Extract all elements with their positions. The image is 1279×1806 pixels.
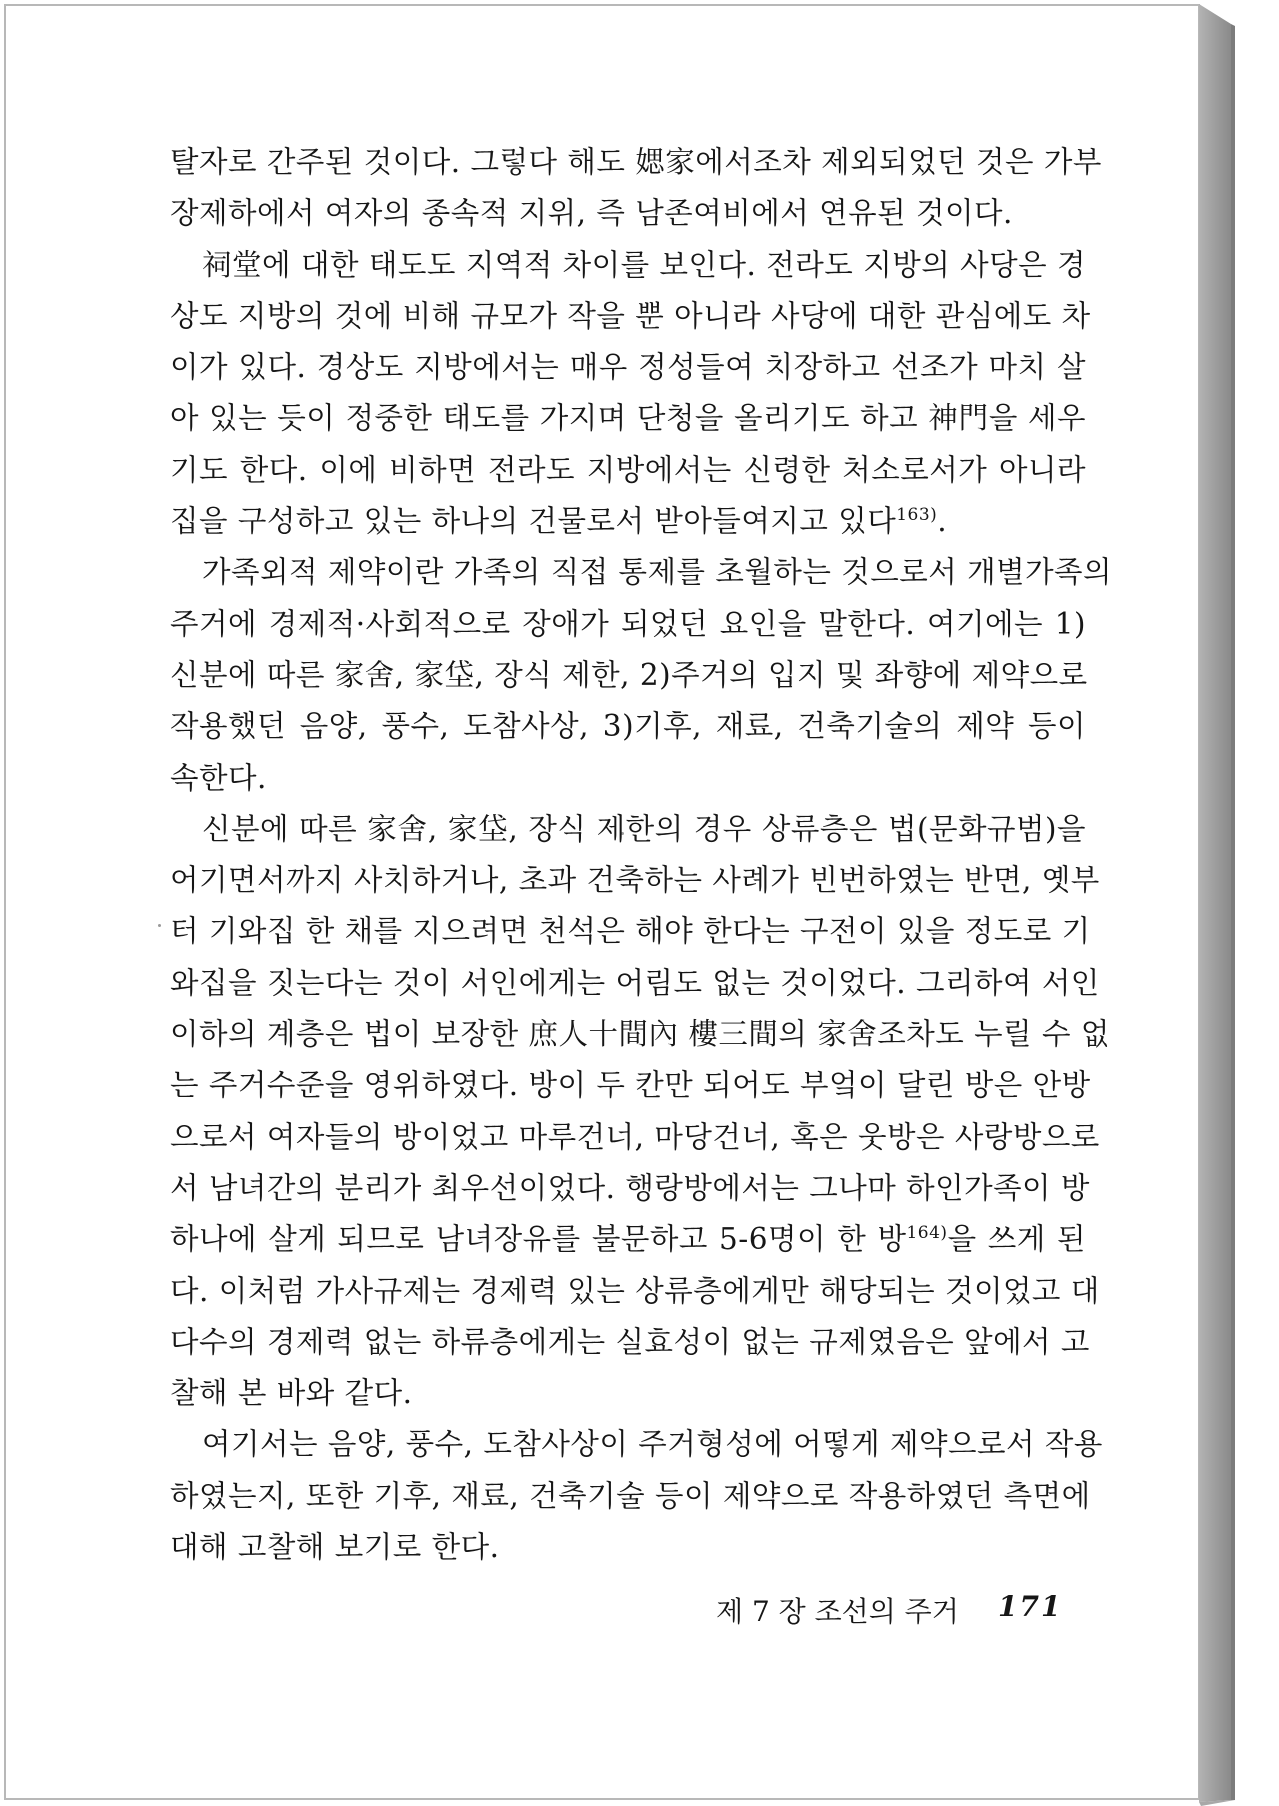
text-line: 어기면서까지 사치하거나, 초과 건축하는 사례가 빈번하였는 반면, 옛부 — [170, 863, 1100, 898]
text-line: 이하의 계층은 법이 보장한 庶人十間內 樓三間의 家舍조차도 누릴 수 없 — [170, 1017, 1110, 1052]
chapter-title: 제 7 장 조선의 주거 — [716, 1595, 959, 1628]
page-number: 171 — [998, 1590, 1063, 1623]
text-line: 여기서는 음양, 풍수, 도참사상이 주거형성에 어떻게 제약으로서 작용 — [202, 1427, 1103, 1462]
text-line: 는 주거수준을 영위하였다. 방이 두 칸만 되어도 부엌이 달린 방은 안방 — [170, 1068, 1091, 1103]
text-line: 신분에 따른 家舍, 家垈, 장식 제한, 2)주거의 입지 및 좌향에 제약으로 — [170, 657, 1088, 692]
text-line: 하였는지, 또한 기후, 재료, 건축기술 등이 제약으로 작용하였던 측면에 — [170, 1478, 1091, 1513]
text-line: 다수의 경제력 없는 하류층에게는 실효성이 없는 규제였음은 앞에서 고 — [170, 1324, 1090, 1359]
text-line: 서 남녀간의 분리가 최우선이었다. 행랑방에서는 그나마 하인가족이 방 — [170, 1170, 1090, 1205]
paragraph-3 — [170, 547, 1113, 803]
text-line: 으로서 여자들의 방이었고 마루건너, 마당건너, 혹은 웃방은 사랑방으로 — [170, 1119, 1100, 1154]
text-line: 기도 한다. 이에 비하면 전라도 지방에서는 신령한 처소로서가 아니라 — [170, 452, 1086, 487]
paragraph-1 — [170, 137, 1102, 240]
footnote-marker: 164) — [906, 1223, 948, 1244]
text-line: 이가 있다. 경상도 지방에서는 매우 정성들여 치장하고 선조가 마치 살 — [170, 350, 1086, 385]
paragraph-4 — [170, 804, 1110, 1420]
body-text — [170, 137, 1113, 1573]
paragraph-5 — [170, 1419, 1103, 1573]
text-line: 대해 고찰해 보기로 한다. — [170, 1530, 500, 1565]
text-line: 터 기와집 한 채를 지으려면 천석은 해야 한다는 구전이 있을 정도로 기 — [170, 914, 1091, 949]
text-line: 상도 지방의 것에 비해 규모가 작을 뿐 아니라 사당에 대한 관심에도 차 — [170, 298, 1091, 333]
running-footer — [716, 1590, 1086, 1630]
text-line: 찰해 본 바와 같다. — [170, 1376, 413, 1411]
text-line: 장제하에서 여자의 종속적 지위, 즉 남존여비에서 연유된 것이다. — [170, 196, 1013, 231]
text-line: 탈자로 간주된 것이다. 그렇다 해도 媤家에서조차 제외되었던 것은 가부 — [170, 145, 1102, 179]
text-line: 아 있는 듯이 정중한 태도를 가지며 단청을 올리기도 하고 神門을 세우 — [170, 401, 1086, 436]
text-line-with-footnote: 집을 구성하고 있는 하나의 건물로서 받아들여지고 있다$^{163)}$. — [170, 504, 948, 539]
text-line: 祠堂에 대한 태도도 지역적 차이를 보인다. 전라도 지방의 사당은 경 — [202, 247, 1086, 282]
text-line: 신분에 따른 家舍, 家垈, 장식 제한의 경우 상류층은 법(문화규범)을 — [202, 811, 1086, 846]
text-line-with-footnote: 하나에 살게 되므로 남녀장유를 불문하고 5-6명이 한 방$^{164)}$을 쓰게 된 — [170, 1222, 1086, 1257]
book-page-edge — [1195, 0, 1279, 1806]
print-speck — [158, 924, 161, 927]
text-line: 속한다. — [170, 760, 267, 795]
text-line: 주거에 경제적·사회적으로 장애가 되었던 요인을 말한다. 여기에는 1) — [170, 606, 1086, 641]
paragraph-2 — [170, 240, 1091, 548]
text-line: 와집을 짓는다는 것이 서인에게는 어림도 없는 것이었다. 그리하여 서인 — [170, 965, 1100, 1000]
footnote-marker: 163) — [896, 505, 938, 526]
text-line: 작용했던 음양, 풍수, 도참사상, 3)기후, 재료, 건축기술의 제약 등이 — [170, 709, 1086, 744]
text-line: 다. 이처럼 가사규제는 경제력 있는 상류층에게만 해당되는 것이었고 대 — [170, 1273, 1100, 1308]
text-line: 가족외적 제약이란 가족의 직접 통제를 초월하는 것으로서 개별가족의 — [202, 555, 1113, 590]
